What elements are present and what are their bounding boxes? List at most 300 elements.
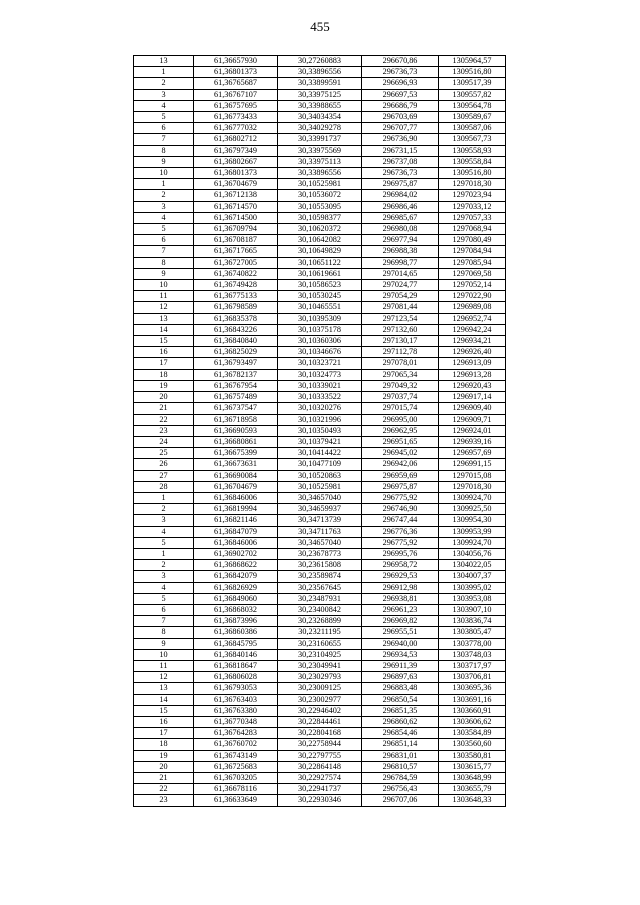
- x-coordinate-cell: 296776,36: [362, 526, 439, 537]
- x-coordinate-cell: 296984,02: [362, 190, 439, 201]
- latitude-cell: 61,36725683: [194, 761, 278, 772]
- latitude-cell: 61,36806028: [194, 672, 278, 683]
- y-coordinate-cell: 1297018,30: [439, 179, 506, 190]
- table-row: [134, 414, 506, 425]
- latitude-cell: 61,36818647: [194, 660, 278, 671]
- y-coordinate-cell: 1303836,74: [439, 616, 506, 627]
- x-coordinate-cell: 296736,73: [362, 168, 439, 179]
- point-number-cell: 3: [134, 571, 194, 582]
- latitude-cell: 61,36770348: [194, 716, 278, 727]
- point-number-cell: 21: [134, 403, 194, 414]
- point-number-cell: 3: [134, 201, 194, 212]
- table-row: [134, 750, 506, 761]
- table-row: [134, 336, 506, 347]
- latitude-cell: 61,36764283: [194, 728, 278, 739]
- point-number-cell: 25: [134, 448, 194, 459]
- point-number-cell: 16: [134, 347, 194, 358]
- longitude-cell: 30,34711763: [278, 526, 362, 537]
- table-row: [134, 515, 506, 526]
- longitude-cell: 30,22797755: [278, 750, 362, 761]
- latitude-cell: 61,36773433: [194, 112, 278, 123]
- x-coordinate-cell: 296775,92: [362, 537, 439, 548]
- longitude-cell: 30,10598377: [278, 212, 362, 223]
- x-coordinate-cell: 296707,77: [362, 123, 439, 134]
- y-coordinate-cell: 1297084,94: [439, 246, 506, 257]
- latitude-cell: 61,36704679: [194, 179, 278, 190]
- y-coordinate-cell: 1305964,57: [439, 56, 506, 67]
- latitude-cell: 61,36703205: [194, 773, 278, 784]
- table-row: [134, 123, 506, 134]
- x-coordinate-cell: 297015,74: [362, 403, 439, 414]
- point-number-cell: 22: [134, 784, 194, 795]
- longitude-cell: 30,10323721: [278, 358, 362, 369]
- table-row: [134, 795, 506, 806]
- longitude-cell: 30,10414422: [278, 448, 362, 459]
- y-coordinate-cell: 1296991,15: [439, 459, 506, 470]
- point-number-cell: 8: [134, 145, 194, 156]
- y-coordinate-cell: 1309558,84: [439, 156, 506, 167]
- y-coordinate-cell: 1297018,30: [439, 481, 506, 492]
- table-row: [134, 358, 506, 369]
- x-coordinate-cell: 296975,87: [362, 179, 439, 190]
- latitude-cell: 61,36727005: [194, 257, 278, 268]
- table-row: [134, 436, 506, 447]
- latitude-cell: 61,36708187: [194, 235, 278, 246]
- longitude-cell: 30,23567645: [278, 582, 362, 593]
- table-row: [134, 156, 506, 167]
- x-coordinate-cell: 296696,93: [362, 78, 439, 89]
- y-coordinate-cell: 1309517,39: [439, 78, 506, 89]
- x-coordinate-cell: 296934,53: [362, 649, 439, 660]
- point-number-cell: 6: [134, 235, 194, 246]
- x-coordinate-cell: 297054,29: [362, 291, 439, 302]
- y-coordinate-cell: 1297015,08: [439, 470, 506, 481]
- longitude-cell: 30,34029278: [278, 123, 362, 134]
- y-coordinate-cell: 1296942,24: [439, 324, 506, 335]
- point-number-cell: 14: [134, 324, 194, 335]
- x-coordinate-cell: 296995,76: [362, 548, 439, 559]
- x-coordinate-cell: 296986,46: [362, 201, 439, 212]
- x-coordinate-cell: 296938,81: [362, 593, 439, 604]
- x-coordinate-cell: 296854,46: [362, 728, 439, 739]
- y-coordinate-cell: 1297068,94: [439, 224, 506, 235]
- longitude-cell: 30,22930346: [278, 795, 362, 806]
- latitude-cell: 61,36843226: [194, 324, 278, 335]
- table-row: [134, 179, 506, 190]
- point-number-cell: 2: [134, 190, 194, 201]
- x-coordinate-cell: 296686,79: [362, 100, 439, 111]
- table-row: [134, 134, 506, 145]
- point-number-cell: 15: [134, 336, 194, 347]
- table-row: [134, 67, 506, 78]
- longitude-cell: 30,10465551: [278, 302, 362, 313]
- longitude-cell: 30,33975569: [278, 145, 362, 156]
- table-row: [134, 89, 506, 100]
- point-number-cell: 4: [134, 100, 194, 111]
- latitude-cell: 61,36846006: [194, 537, 278, 548]
- latitude-cell: 61,36704679: [194, 481, 278, 492]
- point-number-cell: 12: [134, 672, 194, 683]
- table-row: [134, 56, 506, 67]
- point-number-cell: 11: [134, 291, 194, 302]
- table-row: [134, 683, 506, 694]
- table-row: [134, 526, 506, 537]
- latitude-cell: 61,36860386: [194, 627, 278, 638]
- table-row: [134, 761, 506, 772]
- longitude-cell: 30,10520863: [278, 470, 362, 481]
- x-coordinate-cell: 296995,00: [362, 414, 439, 425]
- latitude-cell: 61,36717665: [194, 246, 278, 257]
- point-number-cell: 10: [134, 649, 194, 660]
- y-coordinate-cell: 1303655,79: [439, 784, 506, 795]
- longitude-cell: 30,10395309: [278, 313, 362, 324]
- y-coordinate-cell: 1303606,62: [439, 716, 506, 727]
- x-coordinate-cell: 296977,94: [362, 235, 439, 246]
- latitude-cell: 61,36718958: [194, 414, 278, 425]
- latitude-cell: 61,36797349: [194, 145, 278, 156]
- point-number-cell: 2: [134, 78, 194, 89]
- point-number-cell: 6: [134, 604, 194, 615]
- y-coordinate-cell: 1309564,78: [439, 100, 506, 111]
- latitude-cell: 61,36765687: [194, 78, 278, 89]
- longitude-cell: 30,10620372: [278, 224, 362, 235]
- point-number-cell: 19: [134, 380, 194, 391]
- x-coordinate-cell: 296731,15: [362, 145, 439, 156]
- longitude-cell: 30,10360306: [278, 336, 362, 347]
- y-coordinate-cell: 1296926,40: [439, 347, 506, 358]
- y-coordinate-cell: 1303695,36: [439, 683, 506, 694]
- point-number-cell: 27: [134, 470, 194, 481]
- y-coordinate-cell: 1296917,14: [439, 392, 506, 403]
- latitude-cell: 61,36714570: [194, 201, 278, 212]
- longitude-cell: 30,10333522: [278, 392, 362, 403]
- y-coordinate-cell: 1303778,00: [439, 638, 506, 649]
- y-coordinate-cell: 1297069,58: [439, 268, 506, 279]
- latitude-cell: 61,36690084: [194, 470, 278, 481]
- point-number-cell: 8: [134, 257, 194, 268]
- x-coordinate-cell: 297123,54: [362, 313, 439, 324]
- y-coordinate-cell: 1304056,76: [439, 548, 506, 559]
- point-number-cell: 23: [134, 425, 194, 436]
- x-coordinate-cell: 296831,01: [362, 750, 439, 761]
- x-coordinate-cell: 296747,44: [362, 515, 439, 526]
- point-number-cell: 14: [134, 694, 194, 705]
- longitude-cell: 30,10642082: [278, 235, 362, 246]
- point-number-cell: 1: [134, 179, 194, 190]
- x-coordinate-cell: 296955,51: [362, 627, 439, 638]
- longitude-cell: 30,10525981: [278, 179, 362, 190]
- point-number-cell: 12: [134, 302, 194, 313]
- table-row: [134, 313, 506, 324]
- y-coordinate-cell: 1309924,70: [439, 492, 506, 503]
- latitude-cell: 61,36825029: [194, 347, 278, 358]
- x-coordinate-cell: 296707,06: [362, 795, 439, 806]
- latitude-cell: 61,36760702: [194, 739, 278, 750]
- y-coordinate-cell: 1303560,60: [439, 739, 506, 750]
- x-coordinate-cell: 296912,98: [362, 582, 439, 593]
- longitude-cell: 30,23487931: [278, 593, 362, 604]
- x-coordinate-cell: 297078,01: [362, 358, 439, 369]
- x-coordinate-cell: 296929,53: [362, 571, 439, 582]
- point-number-cell: 17: [134, 728, 194, 739]
- y-coordinate-cell: 1296934,21: [439, 336, 506, 347]
- x-coordinate-cell: 296897,63: [362, 672, 439, 683]
- latitude-cell: 61,36801373: [194, 67, 278, 78]
- y-coordinate-cell: 1303953,08: [439, 593, 506, 604]
- point-number-cell: 13: [134, 56, 194, 67]
- point-number-cell: 28: [134, 481, 194, 492]
- x-coordinate-cell: 296697,53: [362, 89, 439, 100]
- longitude-cell: 30,23615808: [278, 560, 362, 571]
- latitude-cell: 61,36802667: [194, 156, 278, 167]
- longitude-cell: 30,23589874: [278, 571, 362, 582]
- latitude-cell: 61,36709794: [194, 224, 278, 235]
- y-coordinate-cell: 1303907,10: [439, 604, 506, 615]
- y-coordinate-cell: 1309567,73: [439, 134, 506, 145]
- point-number-cell: 15: [134, 705, 194, 716]
- longitude-cell: 30,27260883: [278, 56, 362, 67]
- latitude-cell: 61,36763380: [194, 705, 278, 716]
- x-coordinate-cell: 297132,60: [362, 324, 439, 335]
- latitude-cell: 61,36777032: [194, 123, 278, 134]
- latitude-cell: 61,36793497: [194, 358, 278, 369]
- longitude-cell: 30,22844461: [278, 716, 362, 727]
- longitude-cell: 30,23009125: [278, 683, 362, 694]
- longitude-cell: 30,23678773: [278, 548, 362, 559]
- latitude-cell: 61,36847079: [194, 526, 278, 537]
- x-coordinate-cell: 296746,90: [362, 504, 439, 515]
- latitude-cell: 61,36749428: [194, 280, 278, 291]
- point-number-cell: 16: [134, 716, 194, 727]
- y-coordinate-cell: 1296913,28: [439, 369, 506, 380]
- longitude-cell: 30,10346676: [278, 347, 362, 358]
- y-coordinate-cell: 1304007,37: [439, 571, 506, 582]
- point-number-cell: 3: [134, 89, 194, 100]
- point-number-cell: 7: [134, 616, 194, 627]
- table-row: [134, 638, 506, 649]
- longitude-cell: 30,34034354: [278, 112, 362, 123]
- x-coordinate-cell: 296942,06: [362, 459, 439, 470]
- table-row: [134, 425, 506, 436]
- table-row: [134, 604, 506, 615]
- longitude-cell: 30,10477109: [278, 459, 362, 470]
- point-number-cell: 24: [134, 436, 194, 447]
- table-row: [134, 627, 506, 638]
- latitude-cell: 61,36798589: [194, 302, 278, 313]
- latitude-cell: 61,36801373: [194, 168, 278, 179]
- latitude-cell: 61,36902702: [194, 548, 278, 559]
- longitude-cell: 30,23002977: [278, 694, 362, 705]
- table-row: [134, 246, 506, 257]
- table-row: [134, 145, 506, 156]
- longitude-cell: 30,10586523: [278, 280, 362, 291]
- latitude-cell: 61,36782137: [194, 369, 278, 380]
- latitude-cell: 61,36767107: [194, 89, 278, 100]
- table-row: [134, 380, 506, 391]
- latitude-cell: 61,36868032: [194, 604, 278, 615]
- latitude-cell: 61,36743149: [194, 750, 278, 761]
- longitude-cell: 30,10651122: [278, 257, 362, 268]
- point-number-cell: 3: [134, 515, 194, 526]
- point-number-cell: 4: [134, 212, 194, 223]
- longitude-cell: 30,22941737: [278, 784, 362, 795]
- table-row: [134, 448, 506, 459]
- y-coordinate-cell: 1297022,90: [439, 291, 506, 302]
- x-coordinate-cell: 297065,34: [362, 369, 439, 380]
- longitude-cell: 30,22758944: [278, 739, 362, 750]
- point-number-cell: 5: [134, 537, 194, 548]
- longitude-cell: 30,34657040: [278, 537, 362, 548]
- longitude-cell: 30,33899591: [278, 78, 362, 89]
- x-coordinate-cell: 296703,69: [362, 112, 439, 123]
- longitude-cell: 30,10350493: [278, 425, 362, 436]
- y-coordinate-cell: 1309557,82: [439, 89, 506, 100]
- table-row: [134, 347, 506, 358]
- latitude-cell: 61,36714500: [194, 212, 278, 223]
- x-coordinate-cell: 296851,35: [362, 705, 439, 716]
- x-coordinate-cell: 296940,00: [362, 638, 439, 649]
- x-coordinate-cell: 296980,08: [362, 224, 439, 235]
- y-coordinate-cell: 1297085,94: [439, 257, 506, 268]
- y-coordinate-cell: 1309953,99: [439, 526, 506, 537]
- longitude-cell: 30,10619661: [278, 268, 362, 279]
- latitude-cell: 61,36633649: [194, 795, 278, 806]
- point-number-cell: 6: [134, 123, 194, 134]
- longitude-cell: 30,23049941: [278, 660, 362, 671]
- x-coordinate-cell: 296810,57: [362, 761, 439, 772]
- x-coordinate-cell: 296969,82: [362, 616, 439, 627]
- x-coordinate-cell: 296736,90: [362, 134, 439, 145]
- point-number-cell: 5: [134, 593, 194, 604]
- latitude-cell: 61,36835378: [194, 313, 278, 324]
- point-number-cell: 9: [134, 638, 194, 649]
- latitude-cell: 61,36673631: [194, 459, 278, 470]
- table-row: [134, 168, 506, 179]
- y-coordinate-cell: 1296909,40: [439, 403, 506, 414]
- table-row: [134, 739, 506, 750]
- x-coordinate-cell: 296883,48: [362, 683, 439, 694]
- longitude-cell: 30,34659937: [278, 504, 362, 515]
- point-number-cell: 26: [134, 459, 194, 470]
- x-coordinate-cell: 296860,62: [362, 716, 439, 727]
- latitude-cell: 61,36842079: [194, 571, 278, 582]
- y-coordinate-cell: 1296989,08: [439, 302, 506, 313]
- y-coordinate-cell: 1303580,81: [439, 750, 506, 761]
- table-row: [134, 784, 506, 795]
- point-number-cell: 2: [134, 560, 194, 571]
- y-coordinate-cell: 1297023,94: [439, 190, 506, 201]
- longitude-cell: 30,33896556: [278, 168, 362, 179]
- longitude-cell: 30,23211195: [278, 627, 362, 638]
- table-row: [134, 190, 506, 201]
- page-number: 455: [310, 19, 330, 34]
- x-coordinate-cell: 296959,69: [362, 470, 439, 481]
- latitude-cell: 61,36840146: [194, 649, 278, 660]
- longitude-cell: 30,10321996: [278, 414, 362, 425]
- longitude-cell: 30,34713739: [278, 515, 362, 526]
- table-row: [134, 78, 506, 89]
- table-row: [134, 716, 506, 727]
- table-row: [134, 571, 506, 582]
- latitude-cell: 61,36873996: [194, 616, 278, 627]
- latitude-cell: 61,36821146: [194, 515, 278, 526]
- x-coordinate-cell: 297037,74: [362, 392, 439, 403]
- table-row: [134, 548, 506, 559]
- latitude-cell: 61,36819994: [194, 504, 278, 515]
- latitude-cell: 61,36737547: [194, 403, 278, 414]
- table-row: [134, 537, 506, 548]
- point-number-cell: 18: [134, 739, 194, 750]
- y-coordinate-cell: 1309587,06: [439, 123, 506, 134]
- y-coordinate-cell: 1303648,99: [439, 773, 506, 784]
- table-row: [134, 369, 506, 380]
- y-coordinate-cell: 1296952,74: [439, 313, 506, 324]
- y-coordinate-cell: 1303648,33: [439, 795, 506, 806]
- x-coordinate-cell: 296911,39: [362, 660, 439, 671]
- table-row: [134, 504, 506, 515]
- x-coordinate-cell: 296988,38: [362, 246, 439, 257]
- point-number-cell: 7: [134, 134, 194, 145]
- latitude-cell: 61,36793053: [194, 683, 278, 694]
- y-coordinate-cell: 1297052,14: [439, 280, 506, 291]
- latitude-cell: 61,36840840: [194, 336, 278, 347]
- x-coordinate-cell: 296975,87: [362, 481, 439, 492]
- y-coordinate-cell: 1304022,05: [439, 560, 506, 571]
- y-coordinate-cell: 1309516,80: [439, 67, 506, 78]
- y-coordinate-cell: 1309516,80: [439, 168, 506, 179]
- table-row: [134, 616, 506, 627]
- table-row: [134, 459, 506, 470]
- longitude-cell: 30,23160655: [278, 638, 362, 649]
- x-coordinate-cell: 296736,73: [362, 67, 439, 78]
- x-coordinate-cell: 297024,77: [362, 280, 439, 291]
- x-coordinate-cell: 297049,32: [362, 380, 439, 391]
- point-number-cell: 4: [134, 526, 194, 537]
- table-row: [134, 224, 506, 235]
- longitude-cell: 30,23268899: [278, 616, 362, 627]
- point-number-cell: 20: [134, 392, 194, 403]
- y-coordinate-cell: 1303691,16: [439, 694, 506, 705]
- y-coordinate-cell: 1296924,01: [439, 425, 506, 436]
- table-row: [134, 324, 506, 335]
- point-number-cell: 10: [134, 168, 194, 179]
- point-number-cell: 4: [134, 582, 194, 593]
- y-coordinate-cell: 1303706,81: [439, 672, 506, 683]
- y-coordinate-cell: 1296920,43: [439, 380, 506, 391]
- point-number-cell: 23: [134, 795, 194, 806]
- latitude-cell: 61,36657930: [194, 56, 278, 67]
- table-row: [134, 773, 506, 784]
- point-number-cell: 20: [134, 761, 194, 772]
- x-coordinate-cell: 297130,17: [362, 336, 439, 347]
- y-coordinate-cell: 1309589,67: [439, 112, 506, 123]
- table-row: [134, 593, 506, 604]
- longitude-cell: 30,10525981: [278, 481, 362, 492]
- latitude-cell: 61,36680861: [194, 436, 278, 447]
- table-row: [134, 694, 506, 705]
- longitude-cell: 30,33975125: [278, 89, 362, 100]
- table-row: [134, 302, 506, 313]
- y-coordinate-cell: 1309558,93: [439, 145, 506, 156]
- latitude-cell: 61,36675399: [194, 448, 278, 459]
- x-coordinate-cell: 296958,72: [362, 560, 439, 571]
- longitude-cell: 30,23400842: [278, 604, 362, 615]
- longitude-cell: 30,22927574: [278, 773, 362, 784]
- table-row: [134, 560, 506, 571]
- point-number-cell: 21: [134, 773, 194, 784]
- table-row: [134, 100, 506, 111]
- table-row: [134, 481, 506, 492]
